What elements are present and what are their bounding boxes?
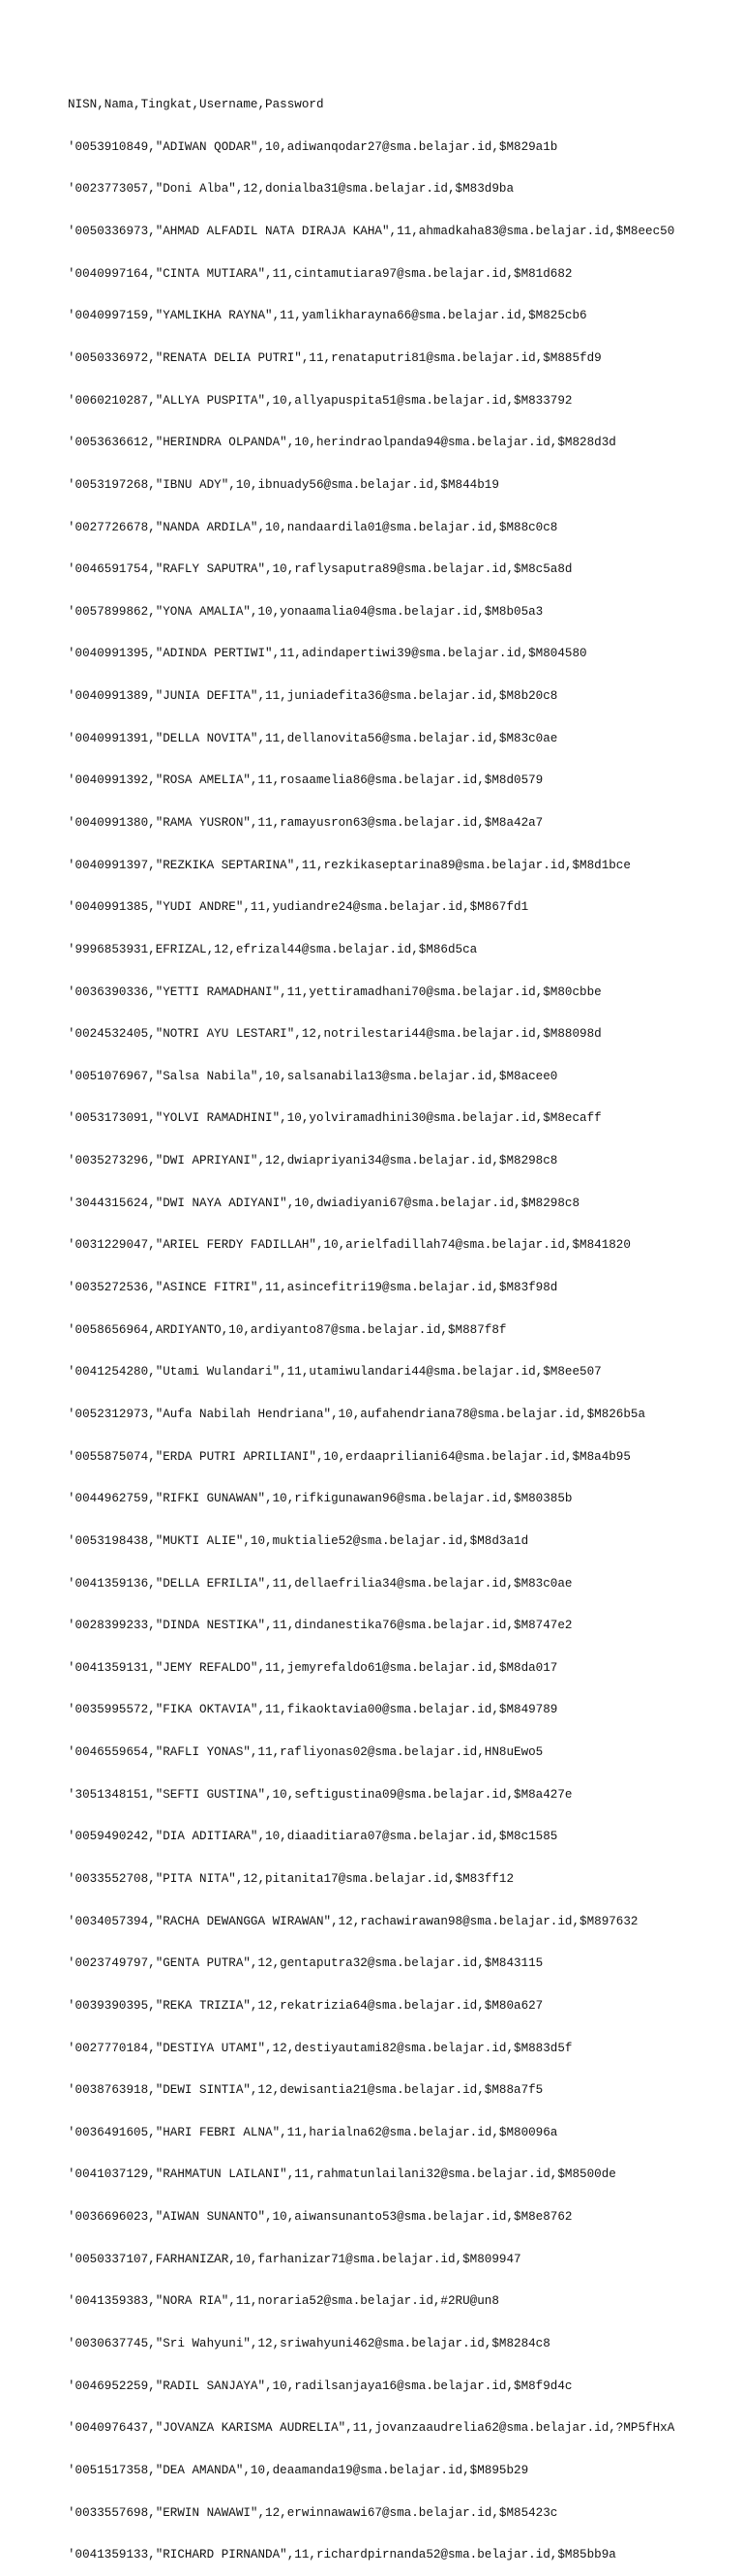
csv-row: '0040997159,"YAMLIKHA RAYNA",11,yamlikharayna66@sma.belajar.id,$M825cb6 [68, 309, 587, 323]
csv-row: '3044315624,"DWI NAYA ADIYANI",10,dwiadiyani67@sma.belajar.id,$M8298c8 [68, 1196, 580, 1210]
csv-row: '0033552708,"PITA NITA",12,pitanita17@sma.belajar.id,$M83ff12 [68, 1872, 515, 1886]
csv-row: '0040991395,"ADINDA PERTIWI",11,adindapertiwi39@sma.belajar.id,$M804580 [68, 647, 587, 661]
csv-row: '0033557698,"ERWIN NAWAWI",12,erwinnawawi67@sma.belajar.id,$M85423c [68, 2505, 558, 2520]
csv-row: '0036491605,"HARI FEBRI ALNA",11,harialna62@sma.belajar.id,$M80096a [68, 2125, 558, 2139]
csv-row: '0041037129,"RAHMATUN LAILANI",11,rahmatunlailani32@sma.belajar.id,$M8500de [68, 2167, 616, 2182]
csv-row: '0031229047,"ARIEL FERDY FADILLAH",10,arielfadillah74@sma.belajar.id,$M841820 [68, 1238, 631, 1253]
csv-row: '0053910849,"ADIWAN QODAR",10,adiwanqodar27@sma.belajar.id,$M829a1b [68, 139, 558, 154]
csv-header-line: NISN,Nama,Tingkat,Username,Password [68, 98, 324, 112]
csv-row: '0041359133,"RICHARD PIRNANDA",11,richardpirnanda52@sma.belajar.id,$M85bb9a [68, 2548, 616, 2562]
csv-row: '0039390395,"REKA TRIZIA",12,rekatrizia64@sma.belajar.id,$M80a627 [68, 1998, 544, 2013]
csv-row: '0041359136,"DELLA EFRILIA",11,dellaefrilia34@sma.belajar.id,$M83c0ae [68, 1576, 573, 1591]
csv-row: '0053198438,"MUKTI ALIE",10,muktialie52@sma.belajar.id,$M8d3a1d [68, 1533, 529, 1548]
csv-row: '0053636612,"HERINDRA OLPANDA",10,herindraolpanda94@sma.belajar.id,$M828d3d [68, 436, 616, 450]
csv-row: '0028399233,"DINDA NESTIKA",11,dindanestika76@sma.belajar.id,$M8747e2 [68, 1619, 573, 1633]
csv-row: '0035273296,"DWI APRIYANI",12,dwiapriyani34@sma.belajar.id,$M8298c8 [68, 1154, 558, 1168]
csv-row: '0034057394,"RACHA DEWANGGA WIRAWAN",12,rachawirawan98@sma.belajar.id,$M897632 [68, 1914, 639, 1928]
csv-row: '0044962759,"RIFKI GUNAWAN",10,rifkigunawan96@sma.belajar.id,$M80385b [68, 1492, 573, 1506]
csv-row: '0052312973,"Aufa Nabilah Hendriana",10,aufahendriana78@sma.belajar.id,$M826b5a [68, 1407, 646, 1421]
csv-row: '0050336972,"RENATA DELIA PUTRI",11,renataputri81@sma.belajar.id,$M885fd9 [68, 350, 602, 365]
csv-row: '0027770184,"DESTIYA UTAMI",12,destiyautami82@sma.belajar.id,$M883d5f [68, 2041, 573, 2055]
document-text [68, 70, 735, 2576]
csv-row: '0040991380,"RAMA YUSRON",11,ramayusron63@sma.belajar.id,$M8a42a7 [68, 815, 544, 830]
csv-row: '0023749797,"GENTA PUTRA",12,gentaputra32@sma.belajar.id,$M843115 [68, 1956, 544, 1971]
csv-row: '0041359383,"NORA RIA",11,noraria52@sma.belajar.id,#2RU@un8 [68, 2294, 499, 2309]
csv-row: '0040991397,"REZKIKA SEPTARINA",11,rezkikaseptarina89@sma.belajar.id,$M8d1bce [68, 858, 631, 872]
csv-row: '0058656964,ARDIYANTO,10,ardiyanto87@sma.belajar.id,$M887f8f [68, 1322, 507, 1337]
csv-row: '0059490242,"DIA ADITIARA",10,diaaditiara07@sma.belajar.id,$M8c1585 [68, 1830, 558, 1844]
csv-row: '0046591754,"RAFLY SAPUTRA",10,raflysaputra89@sma.belajar.id,$M8c5a8d [68, 562, 573, 577]
csv-row: '0027726678,"NANDA ARDILA",10,nandaardila01@sma.belajar.id,$M88c0c8 [68, 520, 558, 534]
csv-row: '9996853931,EFRIZAL,12,efrizal44@sma.belajar.id,$M86d5ca [68, 942, 478, 956]
csv-row: '0053197268,"IBNU ADY",10,ibnuady56@sma.belajar.id,$M844b19 [68, 477, 499, 492]
csv-row: '0046952259,"RADIL SANJAYA",10,radilsanjaya16@sma.belajar.id,$M8f9d4c [68, 2379, 573, 2393]
csv-row: '0046559654,"RAFLI YONAS",11,rafliyonas02@sma.belajar.id,HN8uEwo5 [68, 1745, 544, 1760]
csv-row: '0040976437,"JOVANZA KARISMA AUDRELIA",11,jovanzaaudrelia62@sma.belajar.id,?MP5fHxA [68, 2421, 675, 2436]
csv-row: '0036696023,"AIWAN SUNANTO",10,aiwansunanto53@sma.belajar.id,$M8e8762 [68, 2210, 573, 2225]
csv-row: '0024532405,"NOTRI AYU LESTARI",12,notrilestari44@sma.belajar.id,$M88098d [68, 1027, 602, 1042]
csv-row: '0050336973,"AHMAD ALFADIL NATA DIRAJA KAHA",11,ahmadkaha83@sma.belajar.id,$M8eec50 [68, 225, 675, 239]
csv-row: '0053173091,"YOLVI RAMADHINI",10,yolviramadhini30@sma.belajar.id,$M8ecaff [68, 1111, 602, 1126]
csv-row: '0023773057,"Doni Alba",12,donialba31@sma.belajar.id,$M83d9ba [68, 182, 515, 197]
csv-row: '0041359131,"JEMY REFALDO",11,jemyrefaldo61@sma.belajar.id,$M8da017 [68, 1660, 558, 1675]
csv-row: '0040991389,"JUNIA DEFITA",11,juniadefita36@sma.belajar.id,$M8b20c8 [68, 689, 558, 704]
csv-row: '3051348151,"SEFTI GUSTINA",10,seftigustina09@sma.belajar.id,$M8a427e [68, 1787, 573, 1802]
csv-row: '0040991392,"ROSA AMELIA",11,rosaamelia86@sma.belajar.id,$M8d0579 [68, 773, 544, 788]
csv-row: '0040997164,"CINTA MUTIARA",11,cintamutiara97@sma.belajar.id,$M81d682 [68, 266, 573, 281]
csv-row: '0050337107,FARHANIZAR,10,farhanizar71@sma.belajar.id,$M809947 [68, 2252, 521, 2266]
csv-row: '0036390336,"YETTI RAMADHANI",11,yettiramadhani70@sma.belajar.id,$M80cbbe [68, 985, 602, 999]
csv-row: '0040991391,"DELLA NOVITA",11,dellanovita56@sma.belajar.id,$M83c0ae [68, 731, 558, 745]
csv-row: '0055875074,"ERDA PUTRI APRILIANI",10,erdaapriliani64@sma.belajar.id,$M8a4b95 [68, 1449, 631, 1464]
csv-row: '0051076967,"Salsa Nabila",10,salsanabila13@sma.belajar.id,$M8acee0 [68, 1069, 558, 1083]
csv-row: '0030637745,"Sri Wahyuni",12,sriwahyuni462@sma.belajar.id,$M8284c8 [68, 2337, 550, 2351]
csv-row: '0057899862,"YONA AMALIA",10,yonaamalia04@sma.belajar.id,$M8b05a3 [68, 604, 544, 619]
csv-row: '0040991385,"YUDI ANDRE",11,yudiandre24@sma.belajar.id,$M867fd1 [68, 900, 529, 915]
csv-row: '0041254280,"Utami Wulandari",11,utamiwulandari44@sma.belajar.id,$M8ee507 [68, 1365, 602, 1379]
csv-row: '0060210287,"ALLYA PUSPITA",10,allyapuspita51@sma.belajar.id,$M833792 [68, 393, 573, 408]
csv-row: '0035272536,"ASINCE FITRI",11,asincefitri19@sma.belajar.id,$M83f98d [68, 1281, 558, 1295]
csv-row: '0035995572,"FIKA OKTAVIA",11,fikaoktavia00@sma.belajar.id,$M849789 [68, 1703, 558, 1717]
csv-row: '0051517358,"DEA AMANDA",10,deaamanda19@sma.belajar.id,$M895b29 [68, 2463, 529, 2477]
csv-row: '0038763918,"DEWI SINTIA",12,dewisantia21@sma.belajar.id,$M88a7f5 [68, 2083, 544, 2098]
